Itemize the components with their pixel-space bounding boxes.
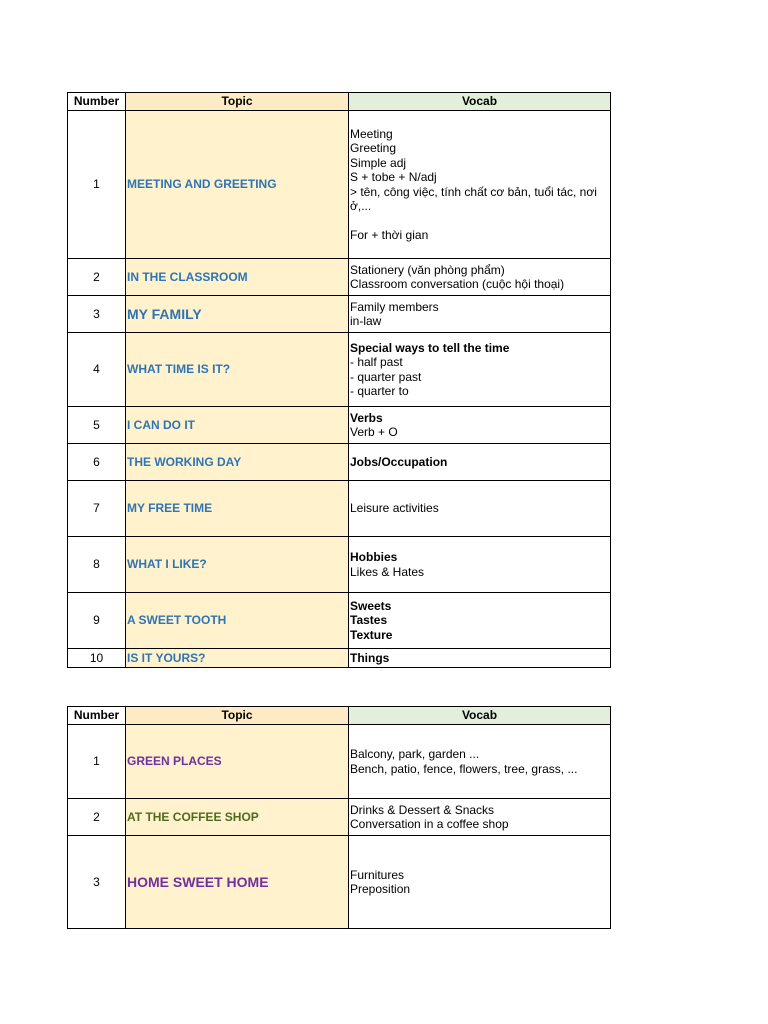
topics-table-1 bbox=[67, 92, 611, 668]
table-row bbox=[68, 537, 611, 593]
row-topic: GREEN PLACES bbox=[126, 725, 349, 799]
row-number: 2 bbox=[68, 259, 126, 296]
vocab-line: Verb + O bbox=[350, 425, 398, 439]
row-number: 5 bbox=[68, 407, 126, 444]
vocab-line: Texture bbox=[350, 627, 393, 642]
row-vocab bbox=[349, 725, 611, 799]
row-topic: MEETING AND GREETING bbox=[126, 111, 349, 259]
vocab-line: > tên, công việc, tính chất cơ bản, tuổi tác, nơi ở,... bbox=[350, 184, 601, 213]
vocab-line: Preposition bbox=[350, 882, 411, 896]
row-vocab bbox=[349, 649, 611, 668]
vocab-line: Classroom conversation (cuộc hội thoại) bbox=[350, 277, 565, 291]
row-vocab bbox=[349, 407, 611, 444]
header-number: Number bbox=[68, 707, 126, 725]
row-number: 3 bbox=[68, 296, 126, 333]
row-number: 9 bbox=[68, 593, 126, 649]
vocab-line: For + thời gian bbox=[350, 228, 429, 242]
vocab-line: Meeting bbox=[350, 126, 393, 141]
row-number: 7 bbox=[68, 481, 126, 537]
table-row bbox=[68, 296, 611, 333]
row-number: 6 bbox=[68, 444, 126, 481]
vocab-line: Sweets bbox=[350, 598, 392, 613]
vocab-line: Special ways to tell the time bbox=[350, 340, 510, 355]
vocab-line: Simple adj bbox=[350, 155, 407, 170]
vocab-line: - quarter past bbox=[350, 369, 422, 384]
header-topic: Topic bbox=[126, 93, 349, 111]
table-row bbox=[68, 799, 611, 836]
header-row bbox=[68, 93, 611, 111]
row-vocab bbox=[349, 593, 611, 649]
row-topic: MY FREE TIME bbox=[126, 481, 349, 537]
row-topic: I CAN DO IT bbox=[126, 407, 349, 444]
vocab-line: Conversation in a coffee shop bbox=[350, 817, 509, 831]
row-vocab bbox=[349, 333, 611, 407]
row-vocab bbox=[349, 444, 611, 481]
row-vocab bbox=[349, 481, 611, 537]
table-row bbox=[68, 836, 611, 929]
table-row bbox=[68, 407, 611, 444]
table-row bbox=[68, 725, 611, 799]
header-vocab: Vocab bbox=[349, 707, 611, 725]
row-topic: IN THE CLASSROOM bbox=[126, 259, 349, 296]
header-topic: Topic bbox=[126, 707, 349, 725]
vocab-line: S + tobe + N/adj bbox=[350, 170, 437, 184]
row-number: 8 bbox=[68, 537, 126, 593]
vocab-line: Balcony, park, garden ... bbox=[350, 747, 480, 761]
row-vocab bbox=[349, 111, 611, 259]
table-row bbox=[68, 444, 611, 481]
vocab-line: Bench, patio, fence, flowers, tree, grass, ... bbox=[350, 761, 578, 776]
vocab-line: Hobbies bbox=[350, 550, 398, 564]
row-number: 2 bbox=[68, 799, 126, 836]
row-topic: AT THE COFFEE SHOP bbox=[126, 799, 349, 836]
row-number: 3 bbox=[68, 836, 126, 929]
vocab-line: Jobs/Occupation bbox=[350, 454, 448, 469]
row-number: 1 bbox=[68, 111, 126, 259]
vocab-line: Likes & Hates bbox=[350, 564, 425, 579]
table-row bbox=[68, 259, 611, 296]
vocab-line: - quarter to bbox=[350, 384, 409, 398]
row-topic: A SWEET TOOTH bbox=[126, 593, 349, 649]
row-topic: HOME SWEET HOME bbox=[126, 836, 349, 929]
vocab-line: in-law bbox=[350, 314, 382, 328]
row-vocab bbox=[349, 836, 611, 929]
row-topic: WHAT TIME IS IT? bbox=[126, 333, 349, 407]
vocab-line: Leisure activities bbox=[350, 501, 439, 516]
vocab-line: Drinks & Dessert & Snacks bbox=[350, 802, 495, 817]
table-row bbox=[68, 333, 611, 407]
row-vocab bbox=[349, 259, 611, 296]
row-topic: WHAT I LIKE? bbox=[126, 537, 349, 593]
table-row bbox=[68, 649, 611, 668]
vocab-line: Verbs bbox=[350, 410, 383, 425]
header-row bbox=[68, 707, 611, 725]
table-row bbox=[68, 593, 611, 649]
vocab-line: Stationery (văn phòng phẩm) bbox=[350, 262, 505, 277]
table-row bbox=[68, 481, 611, 537]
header-vocab: Vocab bbox=[349, 93, 611, 111]
table-row bbox=[68, 111, 611, 259]
row-number: 1 bbox=[68, 725, 126, 799]
row-topic: MY FAMILY bbox=[126, 296, 349, 333]
vocab-line: Furnitures bbox=[350, 867, 405, 882]
vocab-line: Things bbox=[350, 650, 390, 665]
header-number: Number bbox=[68, 93, 126, 111]
row-topic: THE WORKING DAY bbox=[126, 444, 349, 481]
row-vocab bbox=[349, 296, 611, 333]
row-topic: IS IT YOURS? bbox=[126, 649, 349, 668]
vocab-line bbox=[350, 214, 609, 229]
vocab-line: Greeting bbox=[350, 141, 397, 155]
vocab-line: - half past bbox=[350, 355, 403, 369]
row-number: 10 bbox=[68, 649, 126, 668]
row-number: 4 bbox=[68, 333, 126, 407]
row-vocab bbox=[349, 799, 611, 836]
vocab-line: Tastes bbox=[350, 613, 388, 628]
topics-table-2 bbox=[67, 706, 611, 929]
vocab-line: Family members bbox=[350, 299, 439, 314]
row-vocab bbox=[349, 537, 611, 593]
